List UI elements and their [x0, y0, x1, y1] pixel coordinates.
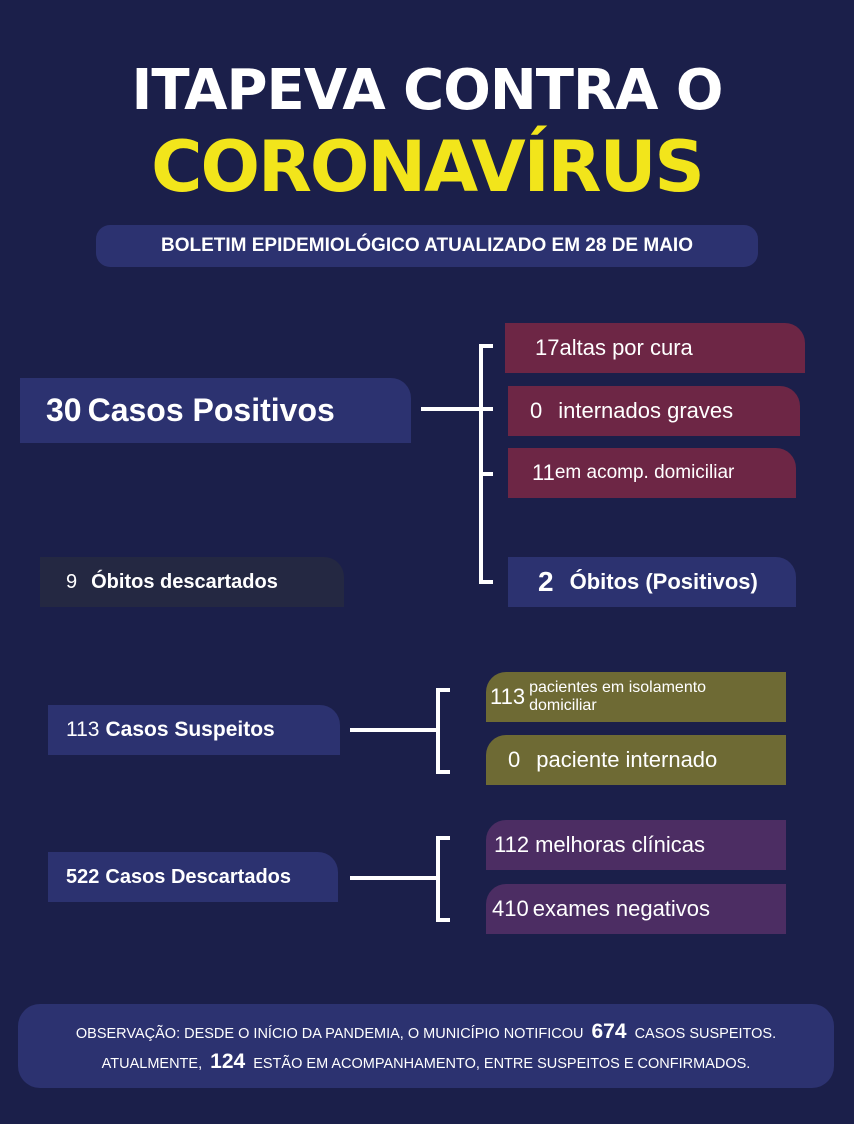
home-monitoring-count: 11	[532, 460, 555, 485]
hospitalized-patient-box	[486, 735, 786, 785]
positive-connector-horizontal	[421, 407, 483, 411]
observation-line2-suffix: ESTÃO EM ACOMPANHAMENTO, ENTRE SUSPEITOS E CONFIRMADOS.	[253, 1056, 751, 1072]
discarded-deaths-count: 9	[66, 570, 78, 593]
recovered-box	[505, 323, 805, 373]
observation-box	[18, 1004, 834, 1088]
clinical-improvement-box	[486, 820, 786, 870]
positive-deaths-box	[508, 557, 796, 607]
bulletin-date-banner: BOLETIM EPIDEMIOLÓGICO ATUALIZADO EM 28 DE MAIO	[96, 225, 758, 267]
suspected-cases-count: 113	[66, 718, 100, 741]
observation-line1-suffix: CASOS SUSPEITOS.	[634, 1026, 777, 1042]
discarded-bracket-tick-2	[436, 918, 450, 922]
positive-cases-box	[20, 378, 411, 443]
hospitalized-patient-count: 0	[508, 747, 521, 772]
positive-bracket-tick-1	[479, 344, 493, 348]
discarded-cases-label: Casos Descartados	[105, 865, 292, 888]
suspected-cases-label: Casos Suspeitos	[105, 718, 275, 741]
home-isolation-label-line2: domiciliar	[529, 697, 597, 714]
recovered-count: 17	[535, 335, 560, 360]
suspected-bracket-vertical	[436, 688, 440, 774]
discarded-bracket-vertical	[436, 836, 440, 922]
home-isolation-count: 113	[490, 684, 526, 709]
home-monitoring-box	[508, 448, 796, 498]
positive-bracket-vertical	[479, 344, 483, 584]
home-isolation-box	[486, 672, 786, 722]
home-isolation-label-line1: pacientes em isolamento	[529, 679, 707, 696]
positive-cases-count: 30	[46, 392, 82, 428]
discarded-bracket-tick-1	[436, 836, 450, 840]
suspected-connector-horizontal	[350, 728, 440, 732]
suspected-cases-box	[48, 705, 340, 755]
positive-deaths-label: Óbitos (Positivos)	[569, 569, 758, 594]
discarded-deaths-label: Óbitos descartados	[91, 570, 278, 593]
recovered-label: altas por cura	[559, 335, 693, 360]
positive-deaths-count: 2	[538, 566, 554, 597]
hospitalized-severe-count: 0	[530, 398, 543, 423]
positive-bracket-tick-3	[479, 472, 493, 476]
hospitalized-patient-label: paciente internado	[536, 747, 718, 772]
home-monitoring-label: em acomp. domiciliar	[554, 462, 735, 483]
discarded-cases-count: 522	[66, 865, 100, 888]
observation-line2-text: ATUALMENTE,	[101, 1056, 203, 1072]
negative-tests-box	[486, 884, 786, 934]
positive-cases-label: Casos Positivos	[87, 392, 335, 428]
discarded-deaths-box	[40, 557, 344, 607]
observation-line2	[18, 1048, 834, 1078]
hospitalized-severe-box	[508, 386, 800, 436]
suspected-bracket-tick-1	[436, 688, 450, 692]
title-line1: ITAPEVA CONTRA O	[131, 58, 723, 123]
clinical-improvement-count: 112	[494, 832, 530, 857]
discarded-cases-box	[48, 852, 338, 902]
observation-line1	[18, 1018, 834, 1048]
observation-line1-text: OBSERVAÇÃO: DESDE O INÍCIO DA PANDEMIA, O MUNICÍPIO NOTIFICOU	[75, 1026, 584, 1042]
currently-monitored-count: 124	[210, 1050, 246, 1073]
title-line2: CORONAVÍRUS	[151, 126, 703, 208]
notified-suspected-count: 674	[591, 1020, 627, 1043]
negative-tests-label: exames negativos	[532, 896, 711, 921]
discarded-connector-horizontal	[350, 876, 440, 880]
negative-tests-count: 410	[492, 896, 529, 921]
positive-bracket-tick-4	[479, 580, 493, 584]
suspected-bracket-tick-2	[436, 770, 450, 774]
clinical-improvement-label: melhoras clínicas	[535, 832, 706, 857]
hospitalized-severe-label: internados graves	[558, 398, 734, 423]
positive-bracket-tick-2	[479, 407, 493, 411]
